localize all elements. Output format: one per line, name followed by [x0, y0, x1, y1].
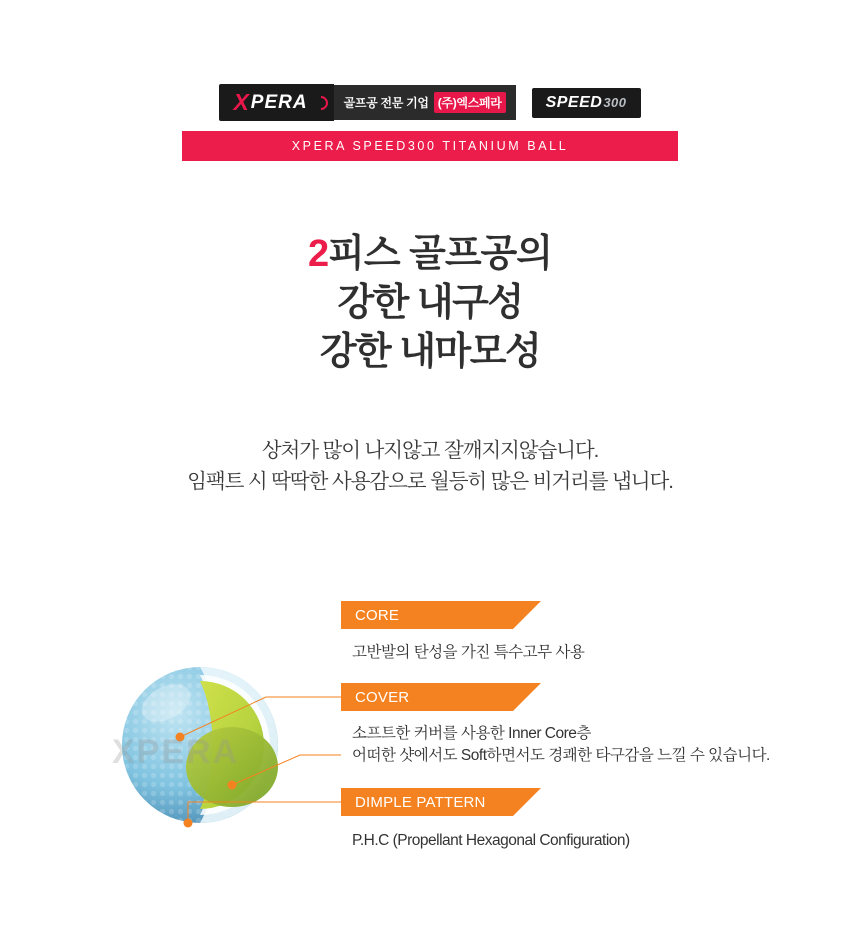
speed300-badge	[532, 88, 641, 118]
tagline-company: (주)엑스페라	[434, 92, 506, 113]
swoosh-icon	[311, 93, 331, 113]
description-cover-line-2: 어떠한 샷에서도 Soft하면서도 경쾌한 타구감을 느낄 수 있습니다.	[352, 747, 770, 765]
header-logo-row	[0, 84, 860, 121]
xpera-logo-initial: X	[233, 89, 250, 115]
subcopy-line-2: 임팩트 시 딱딱한 사용감으로 월등히 많은 비거리를 냅니다.	[187, 469, 673, 493]
speed-badge-number: 300	[603, 94, 627, 110]
tagline-prefix: 골프공 전문 기업	[343, 96, 429, 110]
page-title	[0, 232, 860, 374]
speed-badge-text: SPEED	[545, 93, 603, 111]
xpera-logo-rest: PERA	[250, 91, 308, 113]
subcopy	[0, 436, 860, 498]
description-cover-line-1: 소프트한 커버를 사용한 Inner Core층	[352, 725, 591, 742]
product-banner	[182, 131, 678, 161]
headline-line-3: 강한 내마모성	[319, 330, 541, 373]
product-banner-text: XPERA SPEED300 TITANIUM BALL	[291, 139, 569, 153]
watermark: XPERA	[112, 733, 240, 771]
label-core: CORE	[355, 606, 400, 624]
label-tab-cover	[341, 683, 541, 711]
headline-accent: 2	[308, 233, 329, 275]
headline-line-2: 강한 내구성	[337, 281, 523, 324]
label-dimple-pattern: DIMPLE PATTERN	[355, 793, 486, 811]
company-tagline	[334, 85, 516, 120]
label-tab-dimple-pattern	[341, 788, 541, 816]
description-cover	[352, 723, 770, 768]
label-tab-core	[341, 601, 541, 629]
ball-structure-diagram	[0, 585, 860, 885]
xpera-logo	[219, 84, 333, 121]
subcopy-line-1: 상처가 많이 나지않고 잘깨지지않습니다.	[261, 439, 599, 462]
headline-line-1-rest: 피스 골프공의	[328, 233, 552, 275]
label-cover: COVER	[355, 688, 410, 706]
description-core: 고반발의 탄성을 가진 특수고무 사용	[352, 644, 585, 661]
description-dimple-pattern: P.H.C (Propellant Hexagonal Configuration)	[352, 832, 630, 849]
headline-line-1	[0, 232, 860, 277]
